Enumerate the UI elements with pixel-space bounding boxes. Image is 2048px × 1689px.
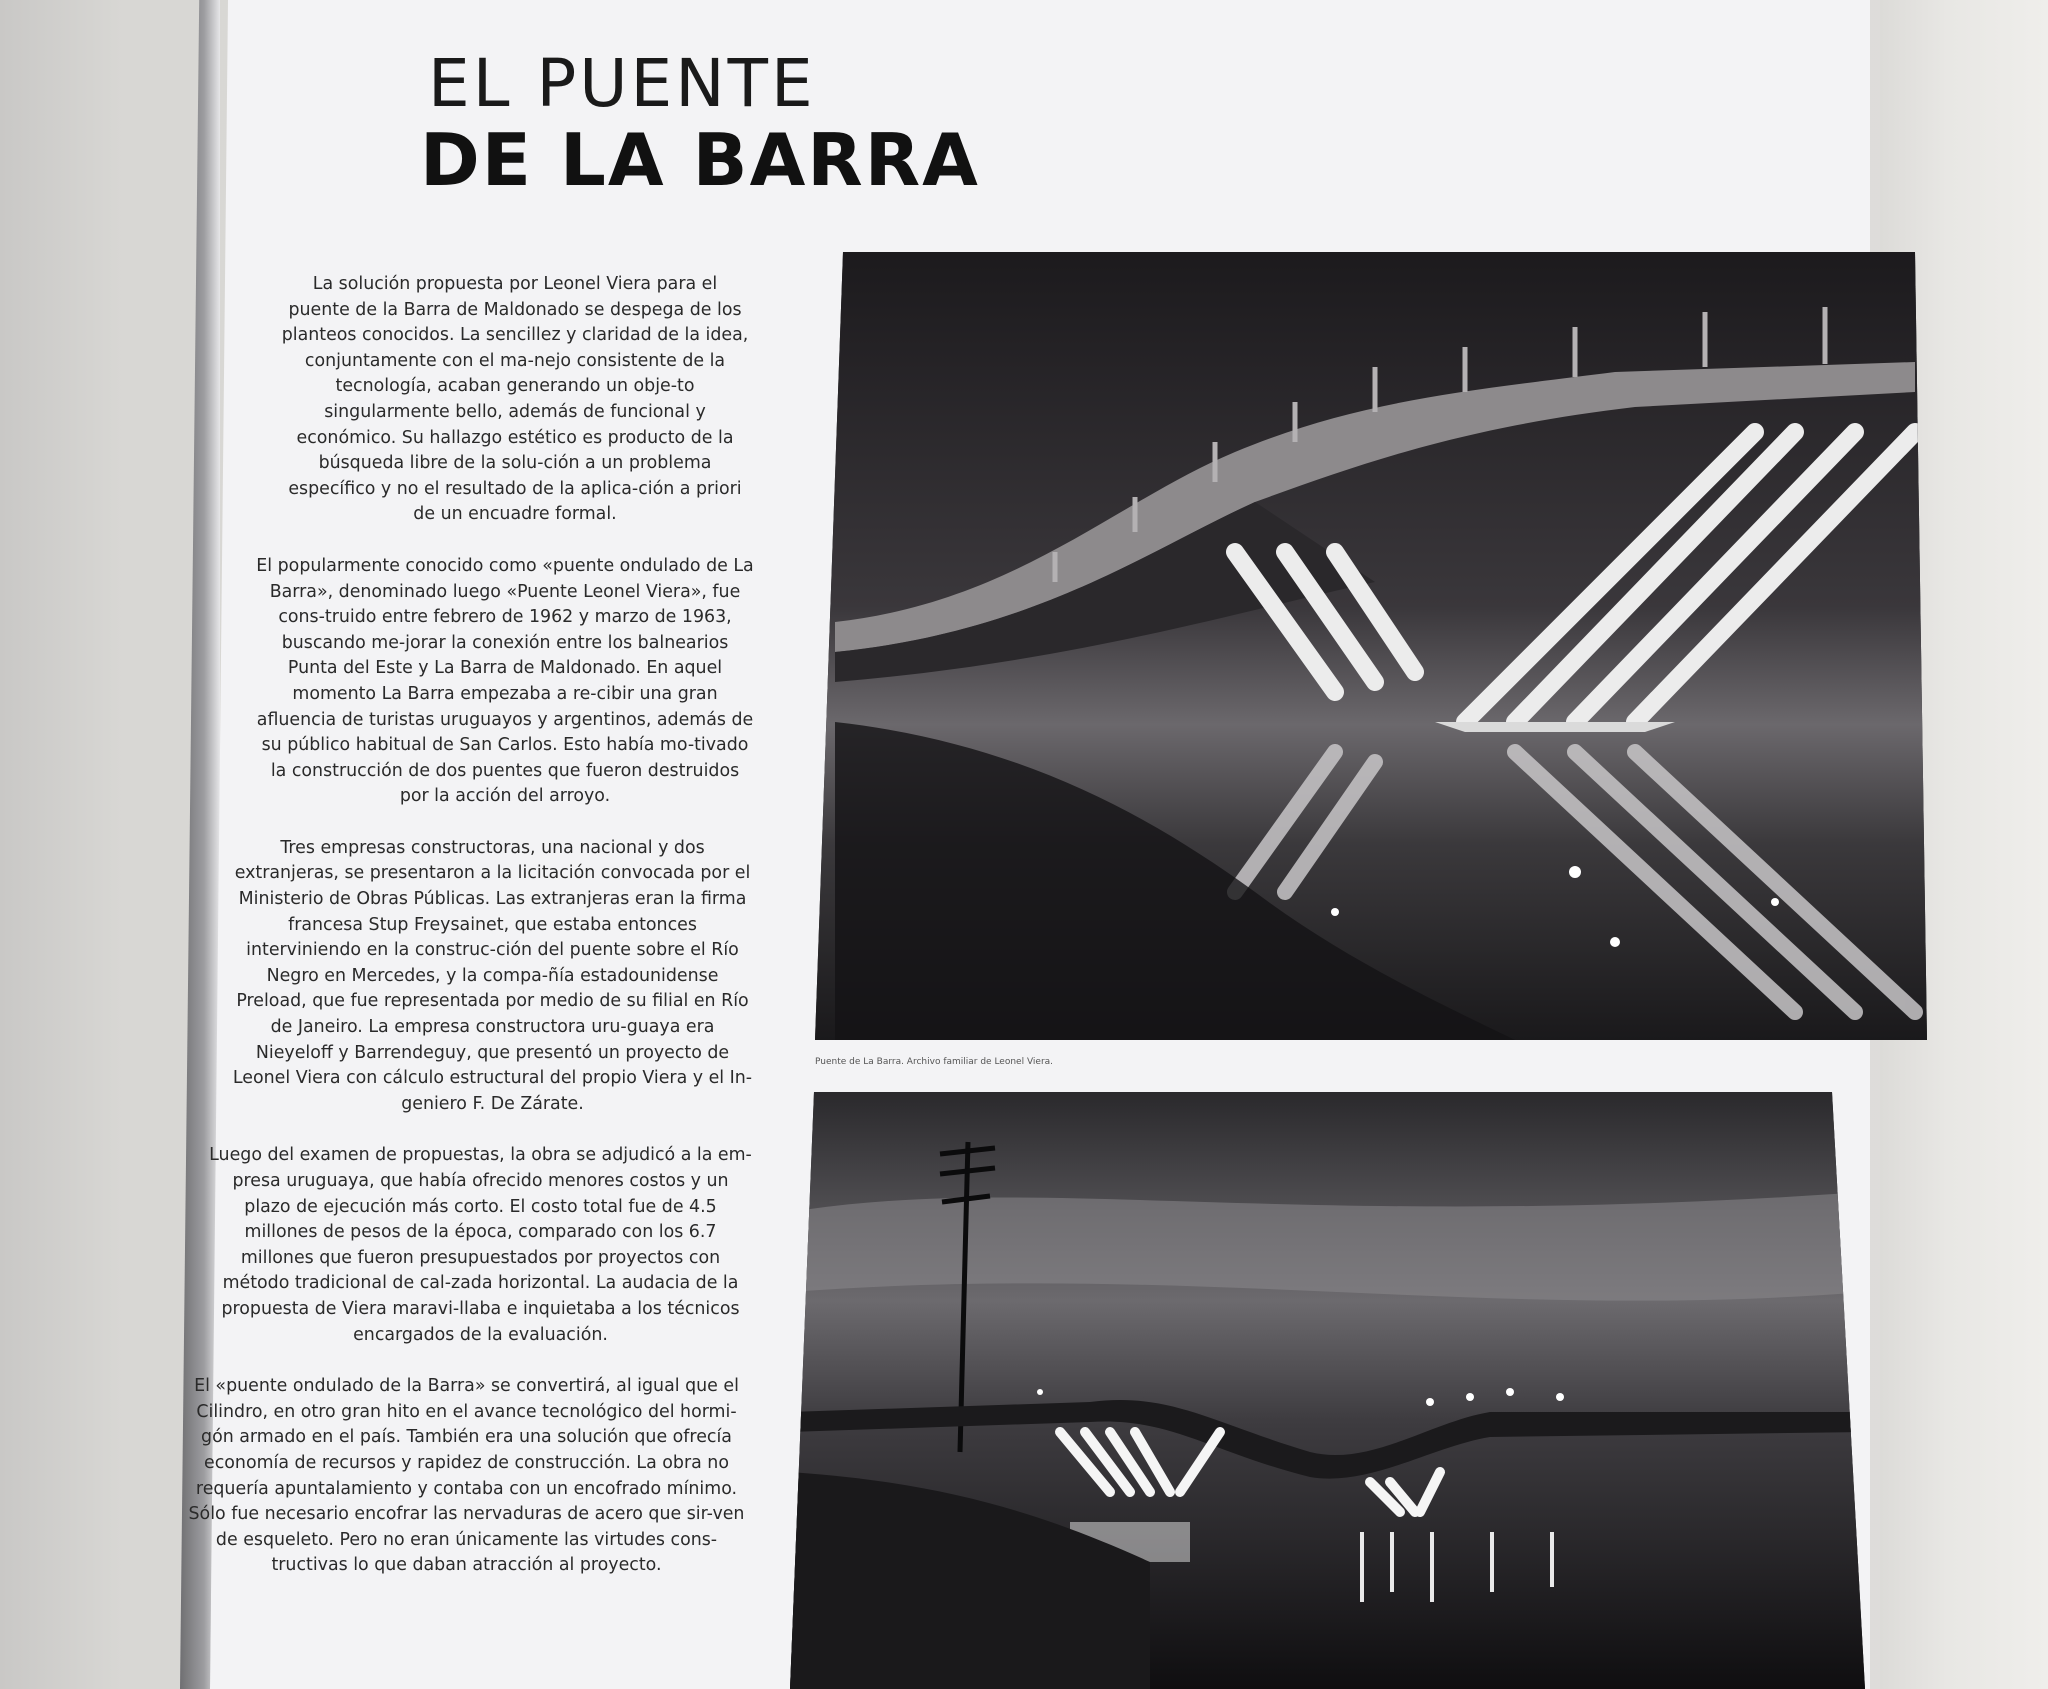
- photo-caption: Puente de La Barra. Archivo familiar de Leonel Viera.: [815, 1057, 1054, 1067]
- paragraph-4: Luego del examen de propuestas, la obra se adjudicó a la em-presa uruguaya, que había ofrecido menores costos y un plazo de ejecución más corto. El costo total fue de 4.5 millones de pesos de la época, comparado con los 6.7 millones que fueron presupuestados por proyectos con método tradicional de cal-zada horizontal. La audacia de la propuesta de Viera maravi-llaba e inquietaba a los técnicos encargados de la evaluación.: [209, 1145, 752, 1345]
- paragraph-2: El popularmente conocido como «puente ondulado de La Barra», denominado luego «Puente Leonel Viera», fue cons-truido entre febrero de 1962 y marzo de 1963, buscando me-jorar la conexión entre los balnearios Punta del Este y La Barra de Maldonado. En aquel momento La Barra empezaba a re-cibir una gran afluencia de turistas uruguayos y argentinos, además de su público habitual de San Carlos. Esto había mo-tivado la construcción de dos puentes que fueron destruidos por la acción del arroyo.: [256, 555, 754, 807]
- bridge-reflection-photo: [815, 252, 1927, 1040]
- poster-body-text: [170, 272, 770, 1605]
- poster-title-line2: DE LA BARRA: [420, 118, 980, 202]
- paragraph-3: Tres empresas constructoras, una nacional y dos extranjeras, se presentaron a la licitación convocada por el Ministerio de Obras Públicas. Las extranjeras eran la firma francesa Stup Freysainet, que estaba entonces interviniendo en la construc-ción del puente sobre el Río Negro en Mercedes, y la compa-ñía estadounidense Preload, que fue representada por medio de su filial en Río de Janeiro. La empresa constructora uru-guaya era Nieyeloff y Barrendeguy, que presentó un proyecto de Leonel Viera con cálculo estructural del propio Viera y el In-geniero F. De Zárate.: [232, 837, 753, 1114]
- paragraph-1: La solución propuesta por Leonel Viera para el puente de la Barra de Maldonado se despega de los planteos conocidos. La sencillez y claridad de la idea, conjuntamente con el ma-nejo consistente de la tecnología, acaban generando un obje-to singularmente bello, además de funcional y económico. Su hallazgo estético es producto de la búsqueda libre de la solu-ción a un problema específico y no el resultado de la aplica-ción a priori de un encuadre formal.: [281, 274, 749, 525]
- bridge-night-photo: [790, 1092, 1865, 1689]
- poster-title-line1: EL PUENTE: [428, 45, 816, 122]
- paragraph-5: El «puente ondulado de la Barra» se convertirá, al igual que el Cilindro, en otro gran hito en el avance tecnológico del hormi-gón armado en el país. También era una solución que ofrecía economía de recursos y rapidez de construcción. La obra no requería apuntalamiento y contaba con un encofrado mínimo. Sólo fue necesario encofrar las nervaduras de acero que sir-ven de esqueleto. Pero no eran únicamente las virtudes cons-tructivas lo que daban atracción al proyecto.: [188, 1376, 745, 1576]
